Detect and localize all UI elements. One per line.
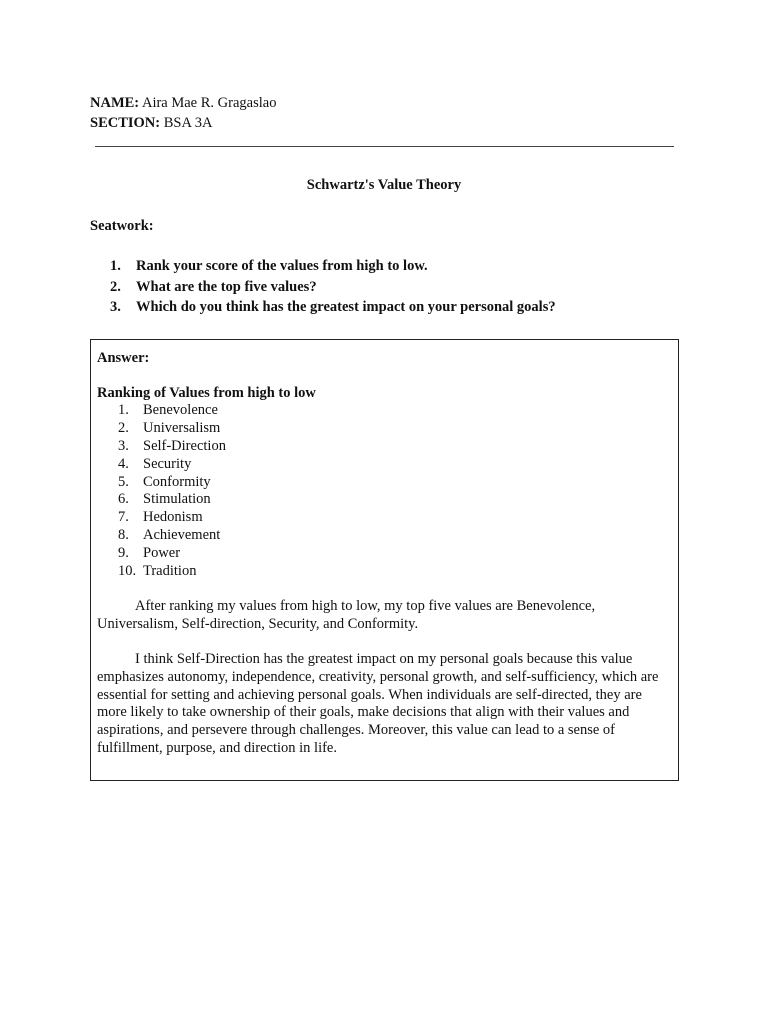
rank-number: 5. — [118, 473, 129, 490]
answer-label: Answer: — [97, 350, 150, 366]
question-item — [110, 298, 556, 319]
document-title: Schwartz's Value Theory — [306, 177, 462, 193]
question-number: 2. — [110, 278, 121, 295]
rank-number: 7. — [118, 509, 129, 526]
seatwork-label: Seatwork: — [90, 218, 154, 234]
section-value: BSA 3A — [163, 115, 213, 131]
rank-number: 6. — [118, 491, 129, 508]
rank-number: 1. — [118, 402, 129, 418]
question-text: Rank your score of the values from high to low. — [136, 258, 428, 274]
rank-number: 10. — [118, 563, 137, 580]
question-item — [110, 257, 556, 278]
ranking-item — [118, 420, 226, 438]
ranking-item — [118, 474, 226, 492]
ranking-item — [118, 456, 226, 474]
rank-number: 2. — [118, 419, 129, 436]
ranking-heading: Ranking of Values from high to low — [97, 385, 316, 401]
horizontal-divider — [95, 146, 674, 147]
question-list — [110, 257, 556, 319]
section-label: SECTION: — [90, 115, 161, 131]
rank-value: Tradition — [143, 563, 197, 580]
rank-value: Conformity — [143, 473, 211, 490]
rank-number: 3. — [118, 437, 129, 454]
question-number: 3. — [110, 299, 121, 315]
rank-value: Achievement — [143, 527, 221, 544]
rank-value: Universalism — [143, 419, 221, 436]
rank-value: Hedonism — [143, 509, 203, 526]
rank-value: Security — [143, 455, 192, 472]
answer-box — [90, 339, 679, 781]
ranking-item — [118, 402, 226, 420]
ranking-item — [118, 438, 226, 456]
question-number: 1. — [110, 258, 121, 274]
rank-number: 8. — [118, 527, 129, 544]
rank-value: Self-Direction — [143, 437, 226, 454]
question-text: What are the top five values? — [136, 278, 317, 295]
ranking-item — [118, 545, 226, 563]
answer-paragraph-top-values: After ranking my values from high to low, my top five values are Benevolence, Universalism, Self-direction, Security, and Conformity. — [97, 598, 596, 632]
ranking-item — [118, 491, 226, 509]
name-value: Aira Mae R. Gragaslao — [141, 95, 277, 111]
name-line — [90, 94, 276, 112]
question-text: Which do you think has the greatest impact on your personal goals? — [136, 299, 556, 315]
rank-number: 4. — [118, 455, 129, 472]
rank-value: Power — [143, 545, 181, 562]
answer-paragraph-self-direction: I think Self-Direction has the greatest impact on my personal goals because this value emphasizes autonomy, independence, creativity, personal growth, and self-sufficiency, which are essential for setting and achieving personal goals. When individuals are self-directed, they are more likely to take ownership of their goals, make decisions that align with their values and aspirations, and persevere through challenges. Moreover, this value can lead to a sense of fulfillment, purpose, and direction in life. — [97, 651, 659, 756]
name-label: NAME: — [90, 95, 140, 111]
question-item — [110, 278, 556, 299]
ranking-item — [118, 527, 226, 545]
section-line — [90, 114, 213, 132]
ranking-item — [118, 563, 226, 581]
rank-number: 9. — [118, 545, 129, 562]
ranking-item — [118, 509, 226, 527]
rank-value: Benevolence — [143, 402, 218, 418]
rank-value: Stimulation — [143, 491, 211, 508]
ranking-list — [118, 402, 226, 581]
